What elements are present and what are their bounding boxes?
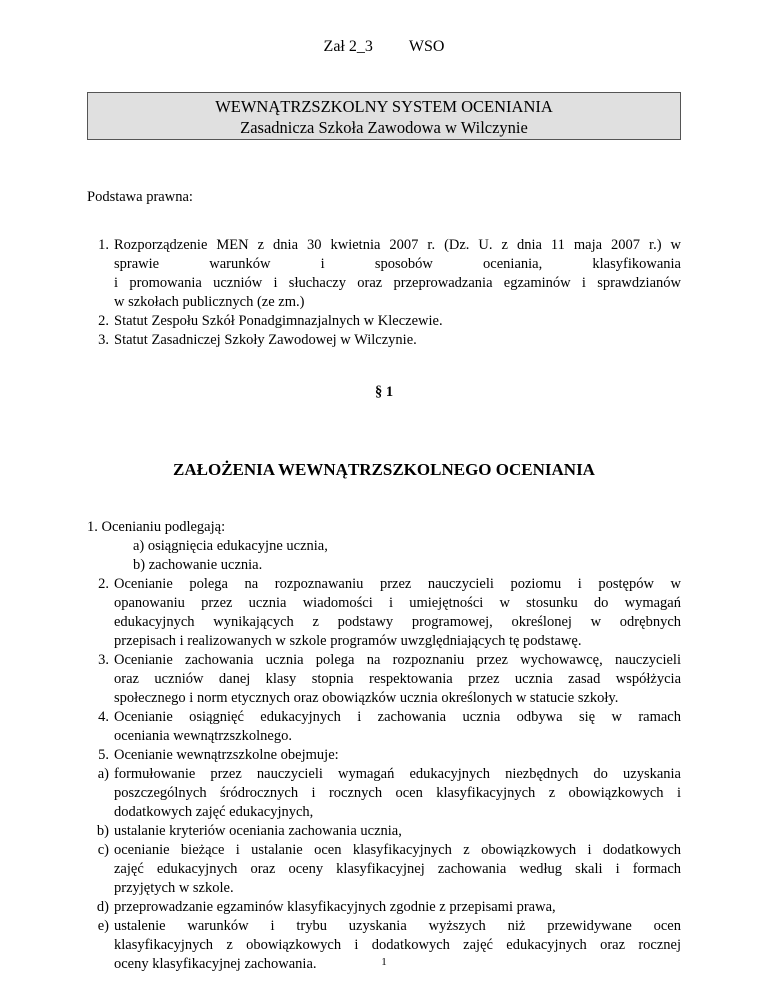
item-text: przeprowadzanie egzaminów klasyfikacyjnych zgodnie z przepisami prawa, — [114, 899, 556, 915]
item-text: społecznego i norm etycznych oraz obowiązków ucznia określonych w statucie szkoły. — [114, 690, 619, 706]
item-text: i promowania uczniów i słuchaczy oraz przeprowadzania egzaminów i sprawdzianów — [114, 275, 681, 291]
item-text: Ocenianie wewnątrzszkolne obejmuje: — [114, 747, 339, 763]
item-text: w szkołach publicznych (ze zm.) — [114, 294, 305, 310]
attachment-code: Zał 2_3 — [323, 38, 373, 55]
item-text: oceniania wewnątrzszkolnego. — [114, 728, 292, 744]
body-list — [87, 518, 681, 938]
document-title: WEWNĄTRZSZKOLNY SYSTEM OCENIANIA — [215, 97, 553, 116]
item-letter: b) — [96, 823, 109, 839]
section-title: ZAŁOŻENIA WEWNĄTRZSZKOLNEGO OCENIANIA — [173, 460, 595, 479]
document-abbreviation: WSO — [408, 38, 445, 55]
item-text: Ocenianie osiągnięć edukacyjnych i zachowania ucznia odbywa się w ramach — [114, 709, 681, 725]
item-text: opanowaniu przez ucznia wiadomości i umiejętności w stosunku do wymagań — [114, 595, 681, 611]
page-number: 1 — [381, 956, 387, 968]
item-number: 2. — [98, 313, 109, 329]
item-text: sprawie warunków i sposobów oceniania, klasyfikowania — [114, 256, 681, 272]
item-text: oraz uczniów danej klasy stopnia respektowania przez ucznia zasad współżycia — [114, 671, 681, 687]
item-text: ustalanie kryteriów oceniania zachowania ucznia, — [114, 823, 402, 839]
item-text: przepisach i realizowanych w szkole programów uwzględniających tę podstawę. — [114, 633, 582, 649]
item-letter: a) — [97, 766, 109, 782]
item-text: poszczególnych śródrocznych i rocznych ocen klasyfikacyjnych z obowiązkowych i — [114, 785, 681, 801]
item-number: 3. — [98, 652, 109, 668]
item-text: ocenianie bieżące i ustalanie ocen klasyfikacyjnych z obowiązkowych i dodatkowych — [114, 842, 681, 858]
paragraph-mark: § 1 — [374, 384, 394, 400]
item-text: oceny klasyfikacyjnej zachowania. — [114, 956, 317, 972]
sub-item: b) zachowanie ucznia. — [133, 557, 263, 573]
item-letter: d) — [96, 899, 109, 915]
item-text: Statut Zasadniczej Szkoły Zawodowej w Wilczynie. — [114, 332, 417, 348]
item-text: dodatkowych zajęć edukacyjnych, — [114, 804, 314, 820]
item-text: zajęć edukacyjnych oraz oceny klasyfikacyjnej zachowania według skali i formach — [114, 861, 681, 877]
item-text: Ocenianie polega na rozpoznawaniu przez nauczycieli poziomu i postępów w — [114, 576, 681, 592]
item-text: Statut Zespołu Szkół Ponadgimnazjalnych w Kleczewie. — [114, 313, 443, 329]
legal-basis-heading: Podstawa prawna: — [87, 189, 193, 205]
item-number: 1. — [98, 237, 109, 253]
item-number: 3. — [98, 332, 109, 348]
item-number: 5. — [98, 747, 109, 763]
document-header — [0, 38, 768, 56]
item-number: 4. — [98, 709, 109, 725]
item-text: formułowanie przez nauczycieli wymagań edukacyjnych niezbędnych do uzyskania — [114, 766, 681, 782]
item-text: Rozporządzenie MEN z dnia 30 kwietnia 2007 r. (Dz. U. z dnia 11 maja 2007 r.) w — [114, 237, 681, 253]
sub-item: a) osiągnięcia edukacyjne ucznia, — [133, 538, 328, 554]
item-letter: c) — [97, 842, 109, 858]
item-text: Ocenianie zachowania ucznia polega na rozpoznaniu przez wychowawcę, nauczycieli — [114, 652, 681, 668]
school-name: Zasadnicza Szkoła Zawodowa w Wilczynie — [240, 118, 528, 137]
item-text: przyjętych w szkole. — [114, 880, 234, 896]
legal-basis-list — [87, 236, 681, 346]
item-lead: 1. Ocenianiu podlegają: — [87, 519, 226, 535]
item-text: ustalenie warunków i trybu uzyskania wyższych niż przewidywane ocen — [114, 918, 681, 934]
item-letter: e) — [97, 918, 109, 934]
item-text: edukacyjnych wynikających z podstawy programowej, określonej w odrębnych — [114, 614, 681, 630]
title-box — [87, 92, 681, 140]
item-number: 2. — [98, 576, 109, 592]
item-text: klasyfikacyjnych z obowiązkowych i dodatkowych zajęć edukacyjnych oraz rocznej — [114, 937, 681, 953]
